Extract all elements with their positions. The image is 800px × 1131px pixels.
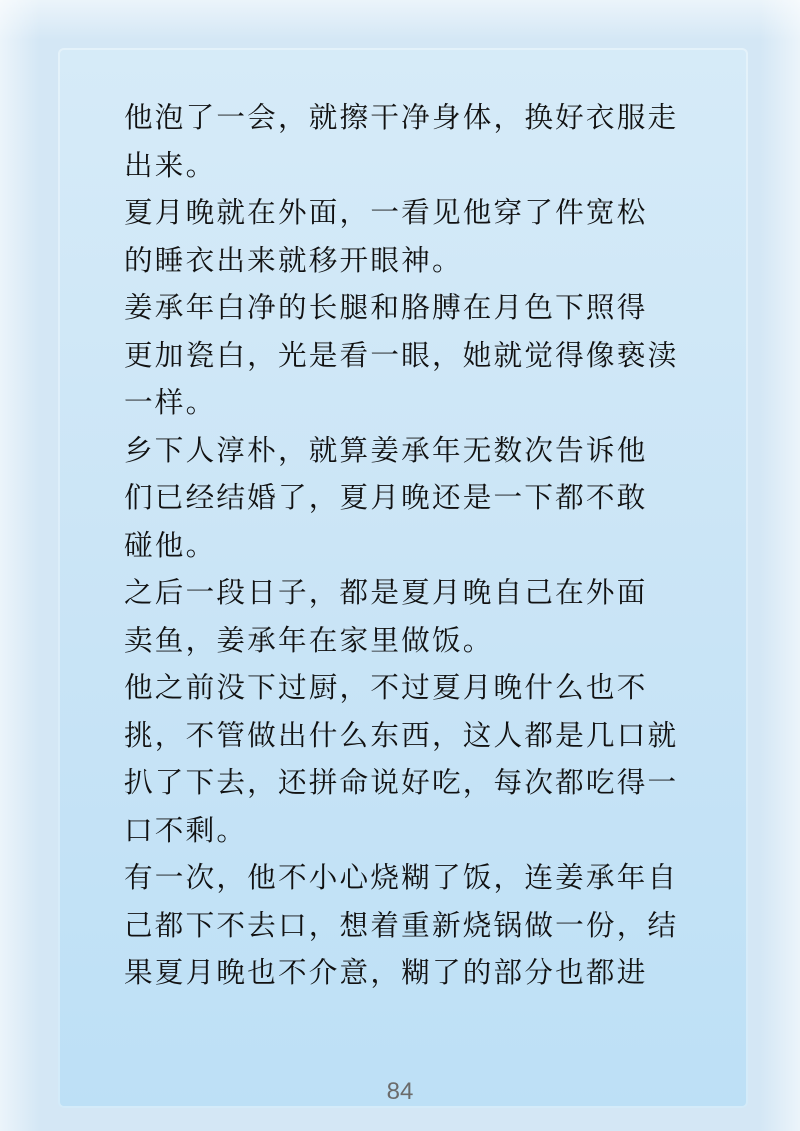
text-line: 们已经结婚了，夏月晚还是一下都不敢: [124, 480, 648, 514]
text-line: 出来。: [124, 147, 217, 182]
text-line: 果夏月晚也不介意，糊了的部分也都进: [124, 955, 648, 989]
text-line: 的睡衣出来就移开眼神。: [124, 242, 463, 277]
text-line: 己都下不去口，想着重新烧锅做一份，结: [124, 907, 679, 942]
text-line: 碰他。: [124, 527, 217, 562]
text-line: 扒了下去，还拼命说好吃，每次都吃得一: [124, 765, 679, 799]
text-line: 有一次，他不小心烧糊了饭，连姜承年自: [124, 860, 679, 894]
text-line: 他泡了一会，就擦干净身体，换好衣服走: [124, 100, 679, 134]
text-line: 更加瓷白，光是看一眼，她就觉得像亵渎: [124, 337, 679, 372]
page-number: 84: [386, 1078, 414, 1105]
text-line: 夏月晚就在外面，一看见他穿了件宽松: [124, 195, 648, 229]
text-line: 卖鱼，姜承年在家里做饭。: [124, 622, 494, 657]
text-line: 口不剩。: [124, 812, 248, 847]
text-line: 之后一段日子，都是夏月晚自己在外面: [124, 575, 648, 609]
body-text: [124, 94, 694, 997]
text-line: 姜承年白净的长腿和胳膊在月色下照得: [124, 290, 648, 324]
text-line: 乡下人淳朴，就算姜承年无数次告诉他: [124, 432, 648, 467]
text-line: 一样。: [124, 385, 217, 419]
text-line: 他之前没下过厨，不过夏月晚什么也不: [124, 670, 648, 704]
text-line: 挑，不管做出什么东西，这人都是几口就: [124, 717, 679, 752]
